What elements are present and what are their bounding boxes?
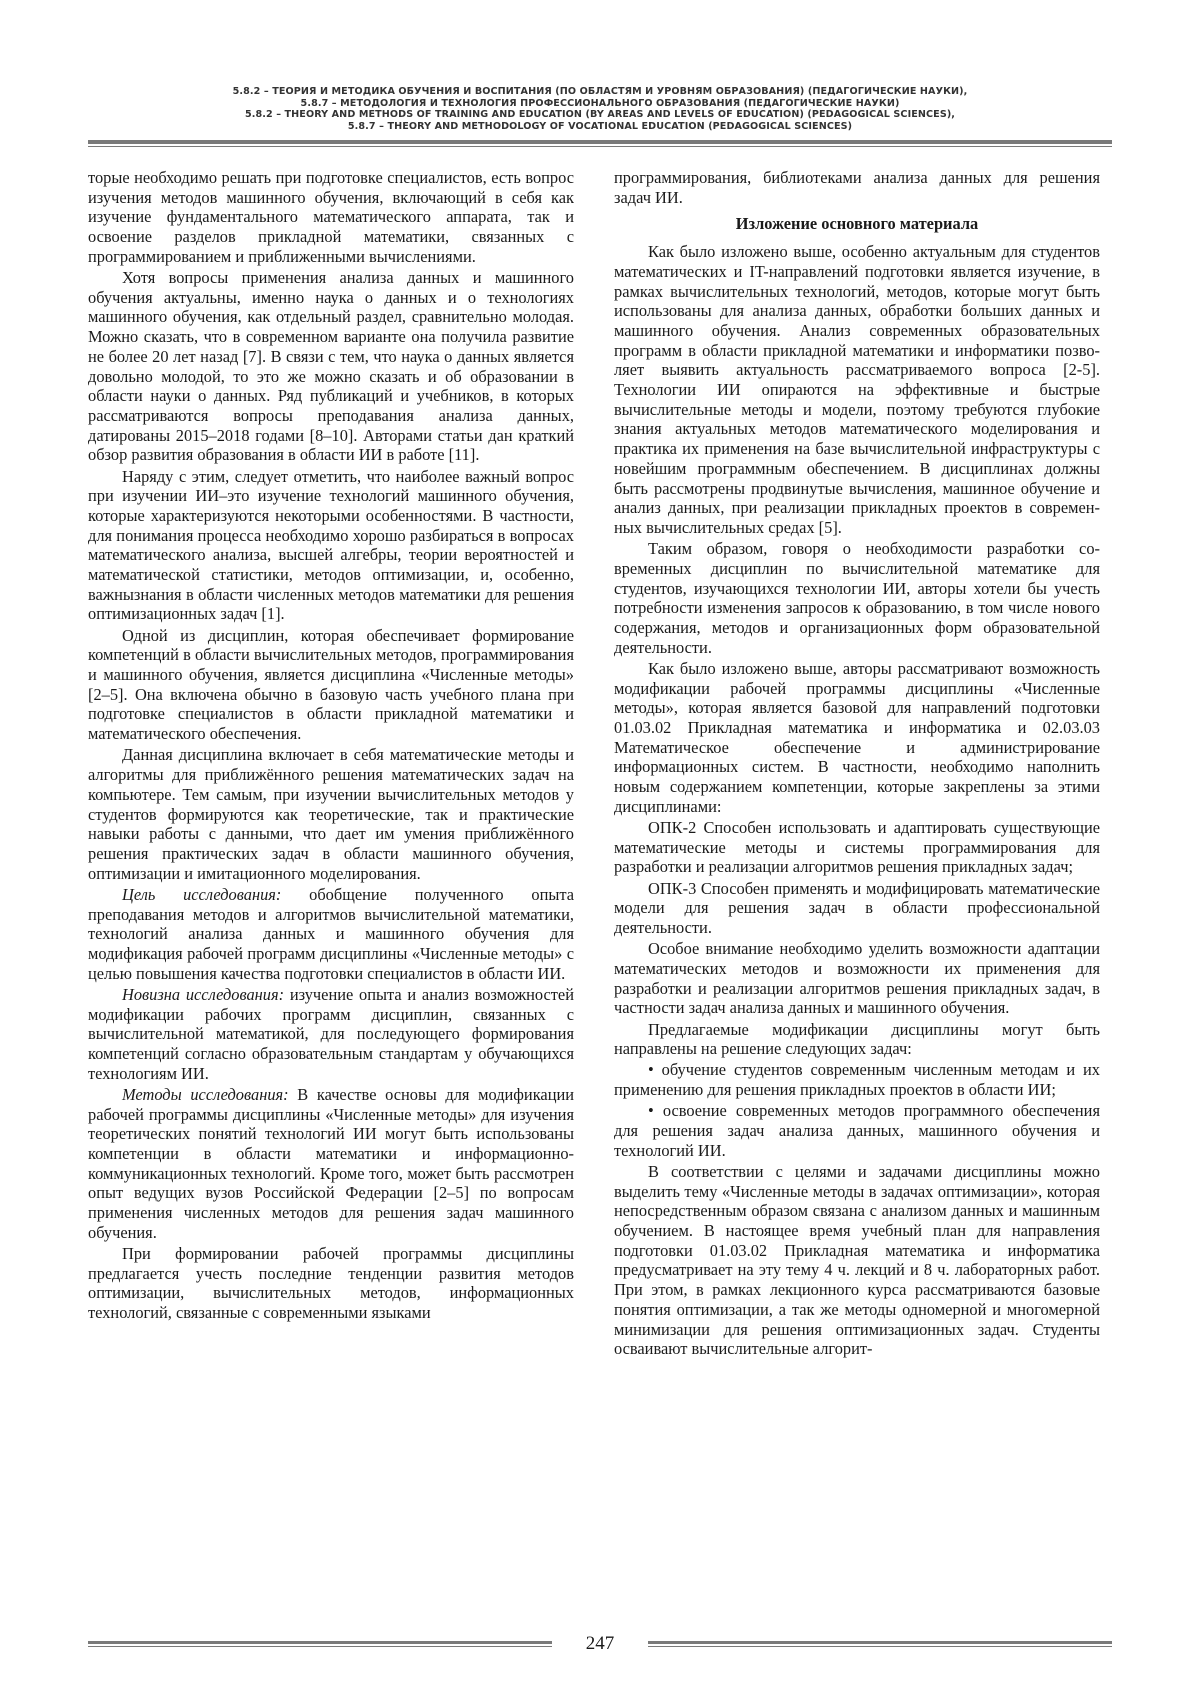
paragraph-research-goal bbox=[88, 885, 574, 984]
page-footer bbox=[88, 1633, 1112, 1657]
paragraph-research-novelty bbox=[88, 985, 574, 1084]
right-column bbox=[614, 168, 1100, 1360]
research-goal-text: обобщение полученного опыта преподавания методов и алгоритмов вычислительной математики, технологий анализа данных и машинного обучения для модификация рабочей программ дисциплины «Численные методы» с целью повышения качества подготовки специалистов в области ИИ. bbox=[88, 884, 574, 983]
paragraph: Как было изложено выше, авторы рассматривают возможность модификации рабочей программы дисциплины «Численные методы», которая является базовой для направлений подготовки 01.03.02 Прикладная математика и информатика и 02.03.03 Математическое обеспечение и администрирование информационных систем. В частности, необходимо наполнить новым содержанием компетенции, которые закреплены за этими дисциплинами: bbox=[614, 658, 1100, 816]
research-novelty-label: Новизна исследования: bbox=[122, 984, 285, 1004]
paragraph: Данная дисциплина включает в себя математические методы и алгоритмы для приближённого решения математических задач на компьютере. Тем самым, при изучении вычислительных методов у студентов формируются как теоретические, так и практические навыки работы с данными, что дает им умения приближённого решения практических задач в области машинного обучения, оптимизации и имитационного моделирования. bbox=[88, 745, 574, 883]
paragraph: торые необходимо решать при подготовке специалистов, есть вопрос изучения методов машинного обучения, включающий в себя как изучение фундаментального математического аппарата, так и освоение разделов прикладной математики, связанных с программированием и приближенными вычислениями. bbox=[88, 168, 574, 266]
page-number: 247 bbox=[585, 1633, 615, 1654]
paragraph: Наряду с этим, следует отметить, что наиболее важный вопрос при изучении ИИ–это изучение технологий машинного обучения, которые характеризуются некоторыми особенностями. В частности, для понимания процесса необходимо хорошо разбираться в вопросах математического анализа, высшей алгебры, теории вероятностей и математической статистики, методов оптимизации, и, особенно, важнызнания в области численных методов математики для решения оптимизационных задач [1]. bbox=[88, 466, 574, 624]
running-header bbox=[88, 86, 1112, 132]
research-goal-label: Цель исследования: bbox=[122, 884, 282, 904]
left-column bbox=[88, 168, 574, 1324]
paragraph-opk3: ОПК-3 Способен применять и модифицировать математические модели для решения задач в области профессиональной деятельности. bbox=[614, 878, 1100, 938]
research-novelty-text: изучение опыта и анализ возможностей модификации рабочих программ дисциплин, связанных с вычислительной математикой, для последующего формирования компетенций согласно образовательным стандартам у обучающихся технологиям ИИ. bbox=[88, 984, 574, 1083]
paragraph-opk2: ОПК-2 Способен использовать и адаптировать существующие математические методы и системы программирования для разработки и реализации алгоритмов решения прикладных задач; bbox=[614, 818, 1100, 877]
footer-rule-right bbox=[648, 1641, 1112, 1647]
running-header-line: 5.8.7 – МЕТОДОЛОГИЯ И ТЕХНОЛОГИЯ ПРОФЕССИОНАЛЬНОГО ОБРАЗОВАНИЯ (ПЕДАГОГИЧЕСКИЕ НАУКИ) bbox=[300, 97, 900, 109]
paragraph: Особое внимание необходимо уделить возможности адаптации математических методов и возможности их применения для разработки и реализации алгоритмов решения прикладных задач, в частности задач анализа данных и машинного обучения. bbox=[614, 939, 1100, 1018]
research-methods-text: В качестве основы для модификации рабочей программы дисциплины «Численные методы» для изучения теоретических понятий технологий ИИ могут быть использованы компетенции в области математики и информационно-коммуникационных технологий. Кроме того, может быть рассмотрен опыт ведущих вузов Российской Федерации [2–5] по вопросам применения численных методов для решения задач машинного обучения. bbox=[88, 1084, 575, 1242]
header-rule bbox=[88, 140, 1112, 147]
paragraph: Хотя вопросы применения анализа данных и машинного обучения актуальны, именно наука о данных и о технологиях машинного обучения, как отдельный раздел, сравнительно молодая. Можно сказать, что в современном варианте она получила развитие не более 20 лет назад [7]. В связи с тем, что наука о данных является довольно молодой, то это же можно сказать и об образовании в области науки о данных. Ряд публикаций и учебников, в которых рассматриваются вопросы преподавания анализа данных, датированы 2015–2018 годами [8–10]. Авторами статьи дан краткий обзор развития образования в области ИИ в работе [11]. bbox=[88, 268, 574, 465]
running-header-line: 5.8.2 – THEORY AND METHODS OF TRAINING AND EDUCATION (BY AREAS AND LEVELS OF EDUCATION) (PEDAGOGICAL SCIENCES), bbox=[244, 109, 956, 121]
paragraph: Таким образом, говоря о необходимости разработки современных дисциплин по вычислительной математике для студентов, изучающихся технологии ИИ, авторы хотели бы учесть потребности изменения запросов к образованию, в том числе нового содержания, методов и организационных форм образовательной деятельности. bbox=[614, 539, 1100, 657]
running-header-line: 5.8.2 – ТЕОРИЯ И МЕТОДИКА ОБУЧЕНИЯ И ВОСПИТАНИЯ (ПО ОБЛАСТЯМ И УРОВНЯМ ОБРАЗОВАНИЯ) (ПЕДАГОГИЧЕСКИЕ НАУКИ), bbox=[232, 86, 968, 97]
paragraph: программирования, библиотеками анализа данных для решения задач ИИ. bbox=[614, 168, 1100, 207]
paragraph: Предлагаемые модификации дисциплины могут быть направлены на решение следующих задач: bbox=[614, 1019, 1100, 1059]
section-heading: Изложение основного материала bbox=[735, 214, 979, 234]
paragraph: В соответствии с целями и задачами дисциплины можно выделить тему «Численные методы в задачах оптимизации», которая непосредственным образом связана с анализом данных и машинным обучением. В настоящее время учебный план для направления подготовки 01.03.02 Прикладная математика и информатика предусматривает на эту тему 4 ч. лекций и 8 ч. лабораторных работ. При этом, в рамках лекционного курса рассматриваются базовые понятия оптимизации, а так же методы одномерной и многомерной минимизации для решения оптимизационных задач. Студенты осваивают вычислительные алгорит- bbox=[614, 1161, 1100, 1359]
paragraph-research-methods bbox=[88, 1085, 574, 1243]
paragraph: Как было изложено выше, особенно актуальным для студентов математических и IT-направлений подготовки является изучение, в рамках вычислительных технологий, методов, которые могут быть использованы для анализа данных, обработки больших данных и машинного обучения. Анализ современных образовательных программ в области прикладной математики и информатики позволяет выявить актуальность рассматриваемого вопроса [2-5]. Технологии ИИ опираются на эффективные и быстрые вычислительные методы и модели, поэтому требуются глубокие знания актуальных методов математического моделирования и практика их применения на базе вычислительной инфраструктуры с новейшим программным обеспечением. В дисциплинах должны быть рассмотрены продвинутые вычисления, машинное обучение и анализ данных, при реализации прикладных проектов в современных вычислительных средах [5]. bbox=[614, 242, 1100, 537]
paragraph: При формировании рабочей программы дисциплины предлагается учесть последние тенденции развития методов оптимизации, вычислительных методов, информационных технологий, связанные с современными языками bbox=[88, 1243, 574, 1323]
running-header-line: 5.8.7 – THEORY AND METHODOLOGY OF VOCATIONAL EDUCATION (PEDAGOGICAL SCIENCES) bbox=[347, 120, 853, 132]
bullet-item: • освоение современных методов программного обеспечения для решения задач анализа данных, машинного обучения и технологий ИИ. bbox=[614, 1101, 1100, 1160]
paragraph: Одной из дисциплин, которая обеспечивает формирование компетенций в области вычислительных методов, программирования и машинного обучения, является дисциплина «Численные методы» [2–5]. Она включена обычно в базовую часть учебного плана при подготовке специалистов в области прикладной математики и математического обеспечения. bbox=[88, 625, 574, 744]
research-methods-label: Методы исследования: bbox=[122, 1084, 289, 1104]
bullet-item: • обучение студентов современным численным методам и их применению для решения прикладных проектов в области ИИ; bbox=[614, 1060, 1100, 1100]
